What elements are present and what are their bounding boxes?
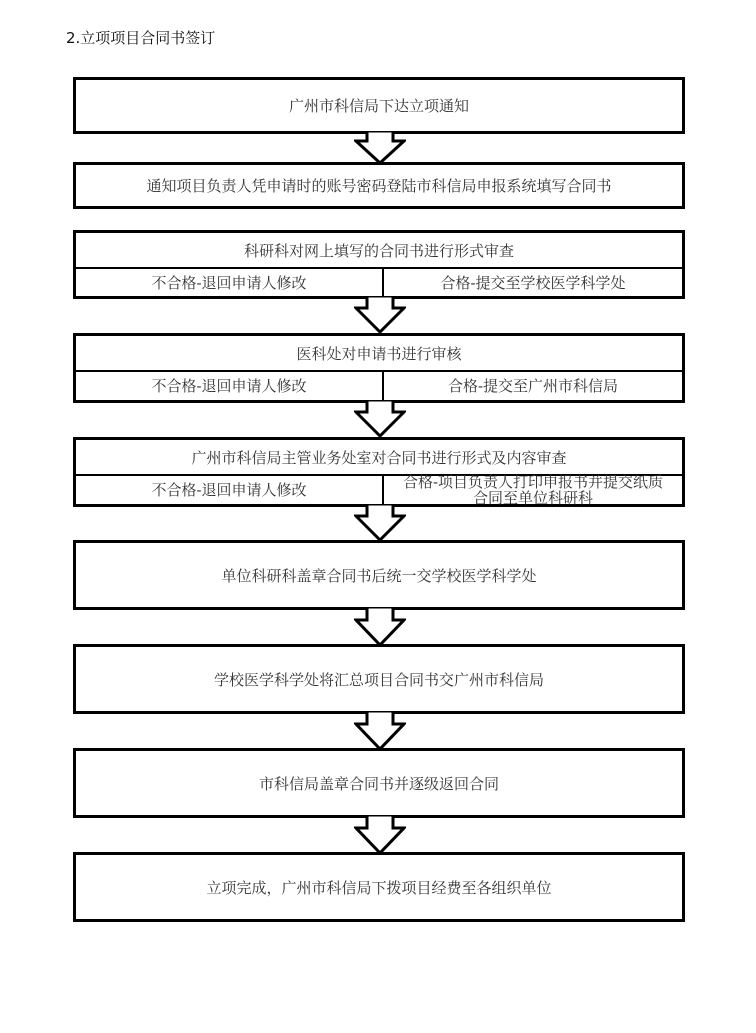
step-text-5: 广州市科信局主管业务处室对合同书进行形式及内容审查 xyxy=(76,440,682,476)
down-arrow-icon xyxy=(354,711,406,751)
step-box-4 xyxy=(73,333,685,403)
step-text-6: 单位科研科盖章合同书后统一交学校医学科学处 xyxy=(221,566,537,585)
step-5-pass-branch: 合格-项目负责人打印申报书并提交纸质合同至单位科研科 xyxy=(402,473,664,507)
step-box-5 xyxy=(73,437,685,507)
step-box-1 xyxy=(73,77,685,134)
step-box-2 xyxy=(73,162,685,209)
down-arrow-icon xyxy=(354,296,406,334)
step-5-fail-branch: 不合格-退回申请人修改 xyxy=(76,476,384,504)
step-4-fail-branch: 不合格-退回申请人修改 xyxy=(76,372,384,400)
step-text-2: 通知项目负责人凭申请时的账号密码登陆市科信局申报系统填写合同书 xyxy=(146,177,612,195)
step-box-6 xyxy=(73,540,685,610)
down-arrow-icon xyxy=(354,815,406,855)
down-arrow-icon xyxy=(354,400,406,438)
step-box-9 xyxy=(73,852,685,922)
step-text-7: 学校医学科学处将汇总项目合同书交广州市科信局 xyxy=(213,670,544,689)
step-4-pass-branch: 合格-提交至广州市科信局 xyxy=(447,377,619,395)
step-text-9: 立项完成，广州市科信局下拨项目经费至各组织单位 xyxy=(206,878,552,897)
step-text-3: 科研科对网上填写的合同书进行形式审查 xyxy=(76,233,682,269)
step-box-7 xyxy=(73,644,685,714)
down-arrow-icon xyxy=(354,504,406,542)
down-arrow-icon xyxy=(354,131,406,165)
step-text-4: 医科处对申请书进行审核 xyxy=(76,336,682,372)
step-text-1: 广州市科信局下达立项通知 xyxy=(288,97,469,115)
step-box-8 xyxy=(73,748,685,818)
step-3-fail-branch: 不合格-退回申请人修改 xyxy=(76,269,384,296)
down-arrow-icon xyxy=(354,607,406,647)
section-title: 2.立项项目合同书签订 xyxy=(66,29,216,47)
step-box-3 xyxy=(73,230,685,299)
step-3-pass-branch: 合格-提交至学校医学科学处 xyxy=(440,273,626,292)
step-text-8: 市科信局盖章合同书并逐级返回合同 xyxy=(258,774,499,793)
